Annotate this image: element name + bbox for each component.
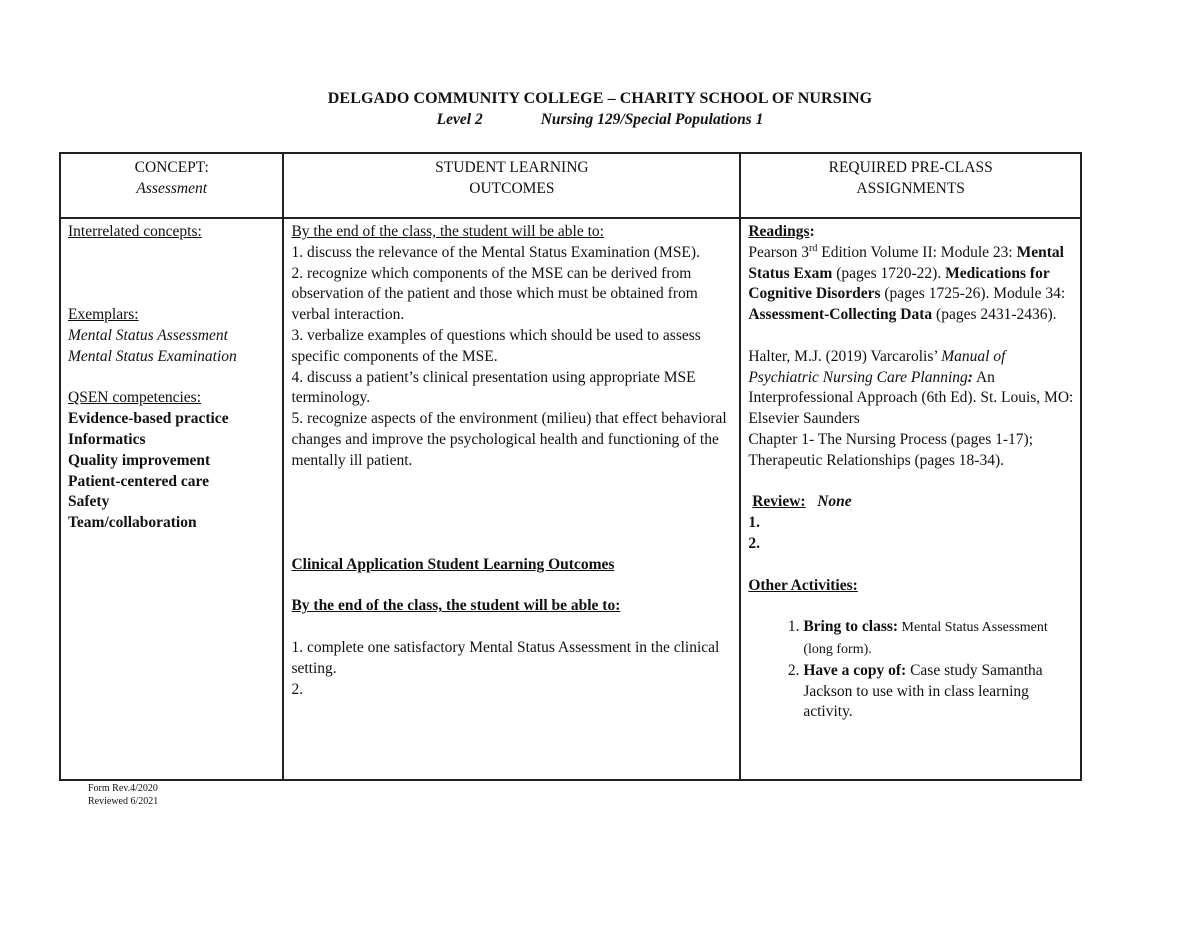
clinical-outcome-item: 1. complete one satisfactory Mental Status Assessment in the clinical setting. xyxy=(291,638,720,677)
exemplar-item: Mental Status Examination xyxy=(68,347,237,365)
interrelated-heading: Interrelated concepts: xyxy=(68,223,202,240)
activity-item: 1. Bring to class: Mental Status Assessment (long form). xyxy=(803,617,1074,661)
outcome-item: 2. recognize which components of the MSE can be derived from observation of the patient and those which must be obtained from verbal interaction. xyxy=(291,264,698,324)
qsen-item: Team/collaboration xyxy=(68,514,197,532)
other-activities-heading: Other Activities: xyxy=(748,576,858,594)
assignments-header-line2: ASSIGNMENTS xyxy=(856,180,965,197)
activities-list xyxy=(748,617,1074,723)
form-footer xyxy=(88,783,158,808)
review-date: Reviewed 6/2021 xyxy=(88,795,159,807)
outcomes-header xyxy=(283,153,740,218)
concept-label: CONCEPT: xyxy=(134,159,209,176)
course-subtitle xyxy=(0,109,1200,130)
outcome-item: 5. recognize aspects of the environment (milieu) that effect behavioral changes and improve the psychological health and functioning of the mentally ill patient. xyxy=(291,410,727,469)
document-header xyxy=(0,89,1200,130)
outcomes-header-line1: STUDENT LEARNING xyxy=(435,159,589,176)
table-header-row xyxy=(60,153,1081,218)
qsen-item: Evidence-based practice xyxy=(68,410,229,428)
reading-chapter: Chapter 1- The Nursing Process (pages 1-17); Therapeutic Relationships (pages 18-34). xyxy=(748,430,1034,469)
qsen-item: Informatics xyxy=(68,430,146,448)
outcomes-cell xyxy=(283,218,740,780)
concept-name: Assessment xyxy=(136,180,208,197)
qsen-heading: QSEN competencies: xyxy=(68,389,202,407)
table-body-row xyxy=(60,218,1081,780)
outcome-item: 1. discuss the relevance of the Mental Status Examination (MSE). xyxy=(291,243,700,261)
outcomes-header-line2: OUTCOMES xyxy=(469,180,555,197)
exemplars-heading: Exemplars: xyxy=(68,306,139,324)
qsen-item: Patient-centered care xyxy=(68,472,210,490)
college-title: DELGADO COMMUNITY COLLEGE – CHARITY SCHOOL OF NURSING xyxy=(327,90,873,107)
clinical-outcome-item: 2. xyxy=(291,680,304,698)
outcome-item: 4. discuss a patient’s clinical presentation using appropriate MSE terminology. xyxy=(291,368,696,407)
assignments-cell xyxy=(740,218,1081,780)
reading-pearson: Pearson 3rd Edition Volume II: Module 23: Mental Status Exam (pages 1720-22). Medications for Cognitive Disorders (pages 1725-26). Module 34: Assessment-Collecting Data (pages 2431-2436). xyxy=(748,242,1066,324)
review-line: Review: None xyxy=(752,493,852,511)
exemplar-item: Mental Status Assessment xyxy=(68,326,228,344)
qsen-item: Quality improvement xyxy=(68,451,211,469)
readings-heading: Readings: xyxy=(748,223,815,240)
course-table xyxy=(59,152,1082,781)
level-label: Level 2 xyxy=(436,111,483,128)
clinical-intro: By the end of the class, the student will be able to: xyxy=(291,597,621,615)
concept-header xyxy=(60,153,283,218)
qsen-item: Safety xyxy=(68,493,110,511)
activity-item: 2. Have a copy of: Case study Samantha Jackson to use with in class learning activity. xyxy=(803,661,1074,723)
form-revision: Form Rev.4/2020 xyxy=(88,783,158,794)
clinical-heading: Clinical Application Student Learning Outcomes xyxy=(291,555,615,573)
reading-halter: Halter, M.J. (2019) Varcarolis’ Manual of Psychiatric Nursing Care Planning: An Interprofessional Approach (6th Ed). St. Louis, MO: Elsevier Saunders xyxy=(748,347,1074,428)
outcomes-intro: By the end of the class, the student will be able to: xyxy=(291,223,604,240)
outcome-item: 3. verbalize examples of questions which should be used to assess specific components of the MSE. xyxy=(291,326,701,365)
review-item: 1. xyxy=(748,514,760,532)
concept-cell xyxy=(60,218,283,780)
assignments-header-line1: REQUIRED PRE-CLASS xyxy=(828,159,993,176)
review-item: 2. xyxy=(748,534,760,552)
course-name: Nursing 129/Special Populations 1 xyxy=(540,111,764,128)
assignments-header xyxy=(740,153,1081,218)
